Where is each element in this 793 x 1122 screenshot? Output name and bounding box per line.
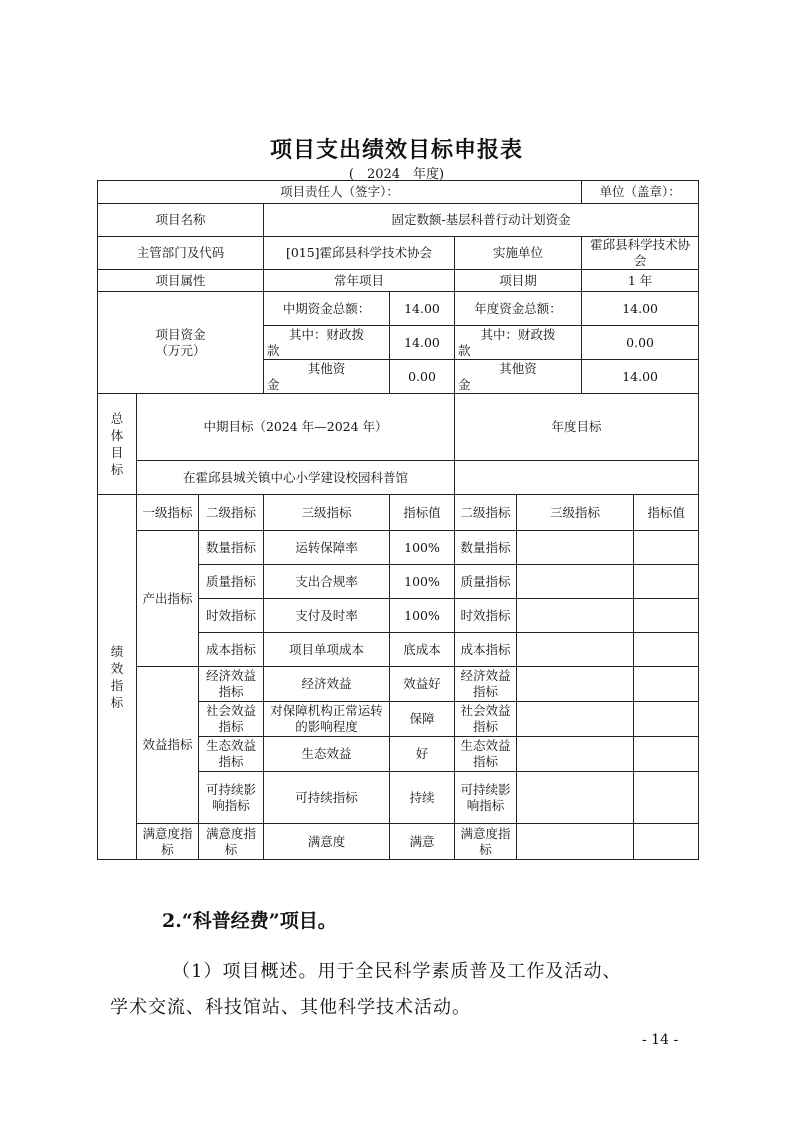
year-indicator-value <box>634 702 699 737</box>
responsible-label: 项目责任人（签字）： <box>98 181 582 204</box>
year-other-value: 14.00 <box>582 360 699 394</box>
indicator-l3: 支付及时率 <box>264 599 390 633</box>
form-title: 项目支出绩效目标申报表 <box>269 137 523 163</box>
year-indicator-l2: 生态效益指标 <box>455 737 517 772</box>
header-l2: 二级指标 <box>199 495 264 531</box>
form-year: ( 2024 年度) <box>348 167 445 182</box>
table-row <box>98 824 699 860</box>
page-number: - 14 - <box>642 1032 679 1048</box>
funds-label-line: 项目资金 <box>155 326 206 342</box>
mid-fiscal-value: 14.00 <box>390 326 455 360</box>
indicator-value: 效益好 <box>390 667 455 702</box>
project-period-label: 项目期 <box>455 270 582 292</box>
indicator-l2: 可持续影响指标 <box>199 772 264 824</box>
year-indicator-value <box>634 772 699 824</box>
indicator-l2: 质量指标 <box>199 565 264 599</box>
indicator-l2: 成本指标 <box>199 633 264 667</box>
year-indicator-l3 <box>517 824 634 860</box>
year-indicator-value <box>634 531 699 565</box>
project-name-label: 项目名称 <box>98 204 264 237</box>
mid-total-label: 中期资金总额： <box>264 292 390 326</box>
mid-goal-text: 在霍邱县城关镇中心小学建设校园科普馆 <box>137 461 455 495</box>
year-fiscal-label-b: 款 <box>458 342 471 358</box>
paragraph-line-1: （1）项目概述。用于全民科学素质普及工作及活动、 <box>172 961 622 982</box>
indicator-l3: 可持续指标 <box>264 772 390 824</box>
project-attr-value: 常年项目 <box>264 270 455 292</box>
year-other-label-b: 金 <box>458 376 471 392</box>
indicator-l2: 社会效益指标 <box>199 702 264 737</box>
year-indicator-l3 <box>517 633 634 667</box>
year-indicator-l3 <box>517 599 634 633</box>
indicator-l2: 满意度指标 <box>199 824 264 860</box>
mid-fiscal-label-b: 款 <box>267 342 280 358</box>
year-indicator-value <box>634 565 699 599</box>
year-fiscal-value: 0.00 <box>582 326 699 360</box>
header-year-l2: 二级指标 <box>455 495 517 531</box>
year-indicator-l3 <box>517 737 634 772</box>
indicator-l2: 时效指标 <box>199 599 264 633</box>
indicator-l2: 生态效益指标 <box>199 737 264 772</box>
overall-goal-label-text: 总体目标 <box>110 411 124 477</box>
performance-goal-table <box>97 180 699 860</box>
mid-goal-header: 中期目标（2024 年—2024 年） <box>137 394 455 461</box>
project-name-value: 固定数额-基层科普行动计划资金 <box>264 204 699 237</box>
benefit-indicator-label: 效益指标 <box>137 667 199 824</box>
year-indicator-value <box>634 824 699 860</box>
year-indicator-value <box>634 633 699 667</box>
department-value: [015]霍邱县科学技术协会 <box>264 237 455 270</box>
table-row <box>98 531 699 565</box>
year-indicator-l2: 数量指标 <box>455 531 517 565</box>
year-indicator-l3 <box>517 531 634 565</box>
year-indicator-l2: 质量指标 <box>455 565 517 599</box>
year-indicator-l3 <box>517 772 634 824</box>
year-indicator-value <box>634 599 699 633</box>
project-attr-label: 项目属性 <box>98 270 264 292</box>
indicator-l3: 项目单项成本 <box>264 633 390 667</box>
indicator-l3: 支出合规率 <box>264 565 390 599</box>
indicator-l3: 运转保障率 <box>264 531 390 565</box>
indicators-label <box>98 495 137 860</box>
satisfaction-indicator-label: 满意度指标 <box>137 824 199 860</box>
year-indicator-value <box>634 667 699 702</box>
section-paragraph <box>110 954 710 1026</box>
indicator-value: 100% <box>390 531 455 565</box>
year-goal-text <box>455 461 699 495</box>
impl-unit-value: 霍邱县科学技术协会 <box>582 237 699 270</box>
mid-other-label-a: 其他资 <box>307 360 346 376</box>
year-total-label: 年度资金总额： <box>455 292 582 326</box>
year-indicator-value <box>634 737 699 772</box>
project-funds-label <box>98 292 264 394</box>
impl-unit-label: 实施单位 <box>455 237 582 270</box>
indicator-value: 好 <box>390 737 455 772</box>
indicator-l3: 经济效益 <box>264 667 390 702</box>
table-row <box>98 667 699 702</box>
mid-other-value: 0.00 <box>390 360 455 394</box>
paragraph-line-2: 学术交流、科技馆站、其他科学技术活动。 <box>110 997 471 1018</box>
year-indicator-l2: 社会效益指标 <box>455 702 517 737</box>
indicator-l3: 满意度 <box>264 824 390 860</box>
year-other-label <box>455 360 582 394</box>
year-goal-header: 年度目标 <box>455 394 699 461</box>
year-indicator-l3 <box>517 667 634 702</box>
indicator-value: 100% <box>390 565 455 599</box>
output-indicator-label: 产出指标 <box>137 531 199 667</box>
indicator-l3: 对保障机构正常运转的影响程度 <box>264 702 390 737</box>
year-indicator-l2: 可持续影响指标 <box>455 772 517 824</box>
header-l3: 三级指标 <box>264 495 390 531</box>
header-year-l3: 三级指标 <box>517 495 634 531</box>
year-indicator-l2: 成本指标 <box>455 633 517 667</box>
year-other-label-a: 其他资 <box>499 360 537 376</box>
mid-other-label-b: 金 <box>267 376 280 392</box>
department-label: 主管部门及代码 <box>98 237 264 270</box>
indicator-value: 满意 <box>390 824 455 860</box>
year-indicator-l3 <box>517 702 634 737</box>
mid-other-label <box>264 360 390 394</box>
indicator-l2: 经济效益指标 <box>199 667 264 702</box>
mid-fiscal-label-a: 其中：财政拨 <box>288 326 364 342</box>
year-indicator-l2: 经济效益指标 <box>455 667 517 702</box>
indicator-value: 保障 <box>390 702 455 737</box>
header-value: 指标值 <box>390 495 455 531</box>
indicator-l2: 数量指标 <box>199 531 264 565</box>
project-period-value: 1 年 <box>582 270 699 292</box>
mid-fiscal-label <box>264 326 390 360</box>
header-year-value: 指标值 <box>634 495 699 531</box>
indicators-label-text: 绩效指标 <box>110 644 124 710</box>
header-l1: 一级指标 <box>137 495 199 531</box>
indicator-value: 持续 <box>390 772 455 824</box>
year-fiscal-label-a: 其中：财政拨 <box>480 326 556 342</box>
year-total-value: 14.00 <box>582 292 699 326</box>
year-indicator-l2: 时效指标 <box>455 599 517 633</box>
indicator-l3: 生态效益 <box>264 737 390 772</box>
section-heading: 2.“科普经费”项目。 <box>162 910 337 932</box>
overall-goal-label <box>98 394 137 495</box>
funds-unit-line: （万元） <box>155 342 206 358</box>
mid-total-value: 14.00 <box>390 292 455 326</box>
indicator-value: 100% <box>390 599 455 633</box>
indicator-value: 底成本 <box>390 633 455 667</box>
year-indicator-l3 <box>517 565 634 599</box>
unit-seal-label: 单位（盖章）： <box>582 181 699 204</box>
year-fiscal-label <box>455 326 582 360</box>
year-indicator-l2: 满意度指标 <box>455 824 517 860</box>
